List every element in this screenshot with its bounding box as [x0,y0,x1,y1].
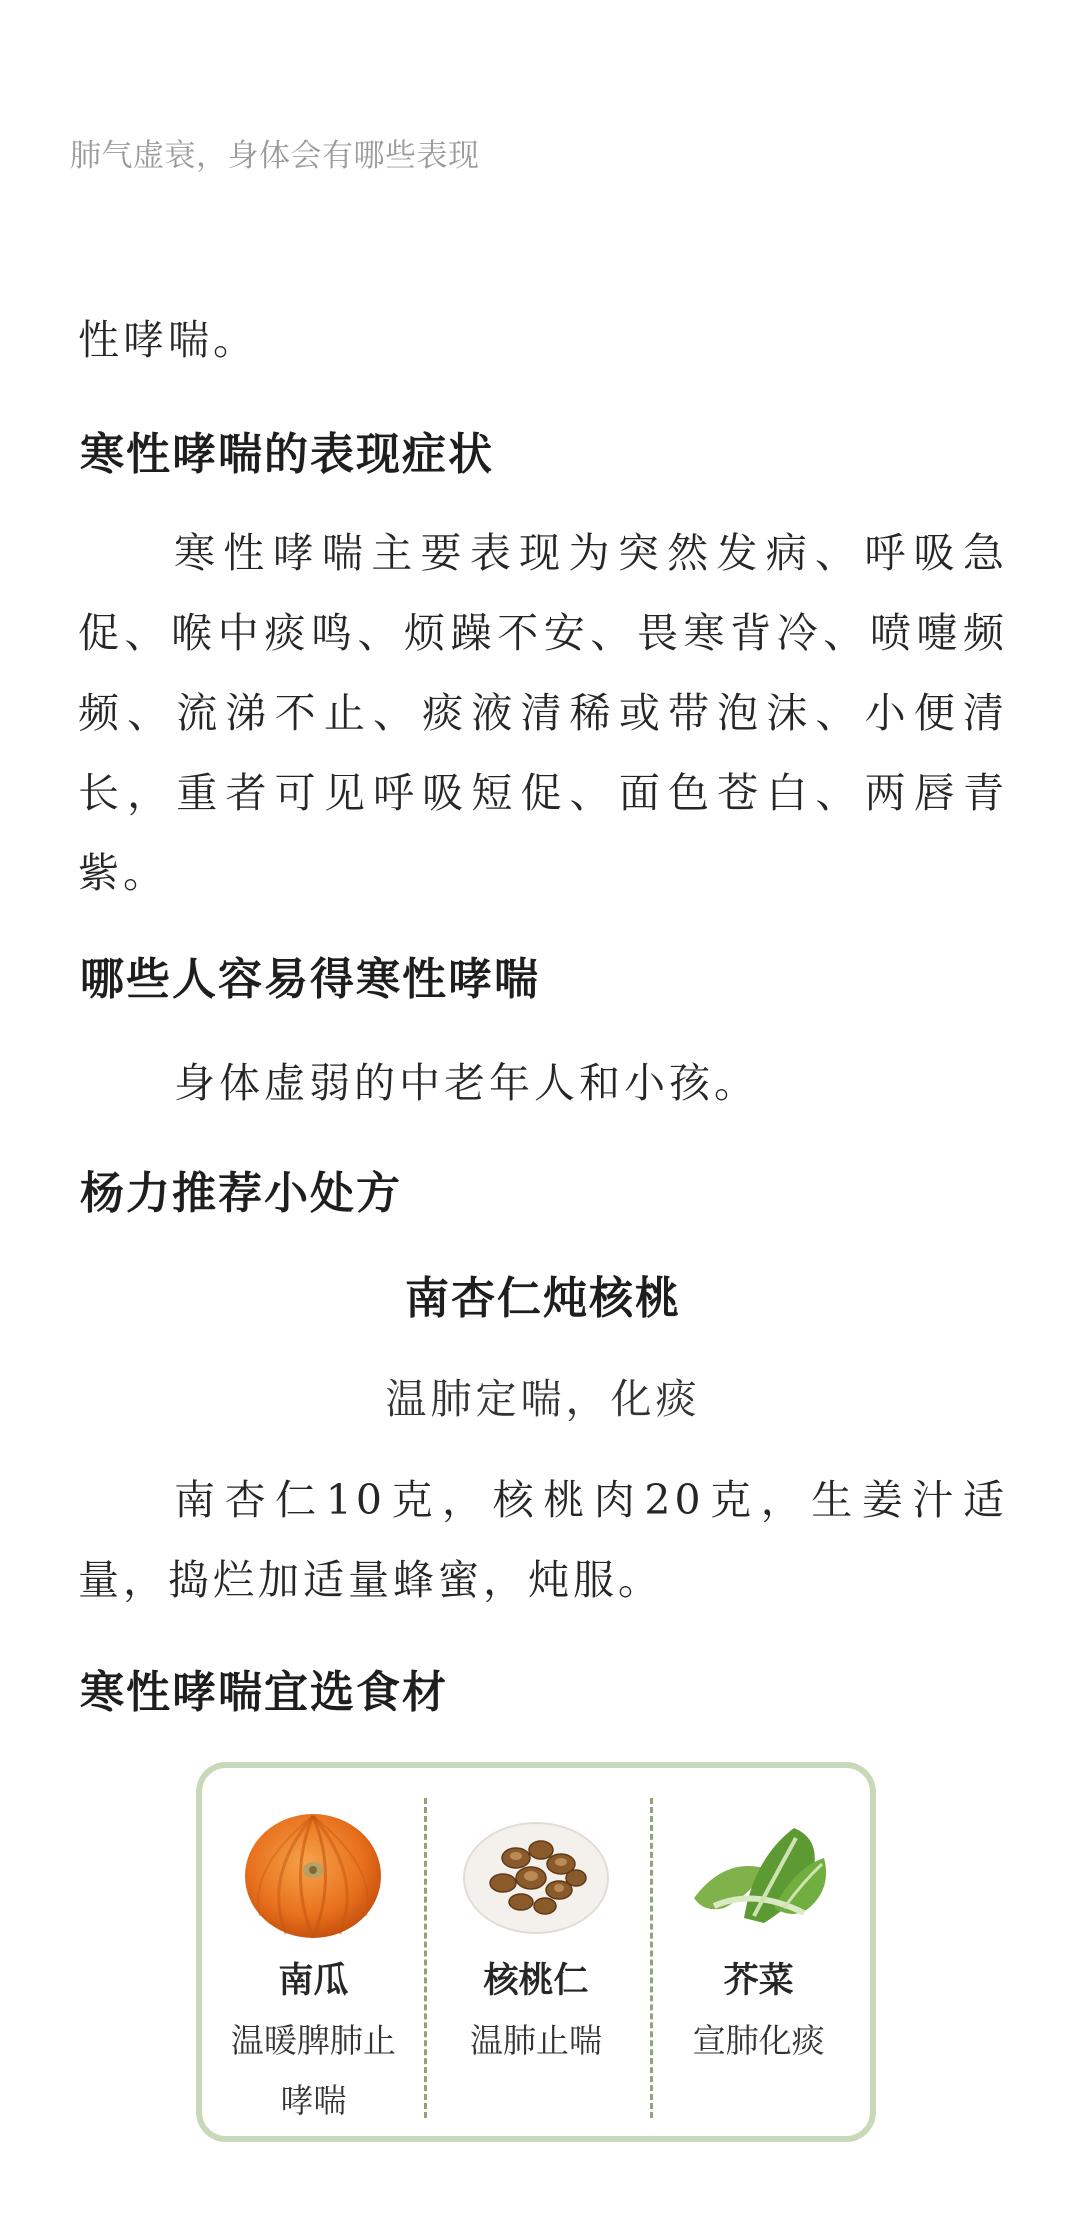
food-item-mustard-greens [647,1768,870,2136]
recipe-effect: 温肺定喘，化痰 [385,1375,701,1423]
food-effect-pumpkin: 温暖脾肺止哮喘 [230,2021,396,2120]
section-heading-susceptible: 哪些人容易得寒性哮喘 [80,954,540,1005]
recipe-paragraph: 南杏仁10克，核桃肉20克，生姜汁适量，捣烂加适量蜂蜜，炖服。 [78,1476,1008,1604]
symptoms-paragraph: 寒性哮喘主要表现为突然发病、呼吸急促、喉中痰鸣、烦躁不安、畏寒背冷、喷嚏频频、流涕不止、痰液清稀或带泡沫、小便清长，重者可见呼吸短促、面色苍白、两唇青紫。 [78,529,1008,897]
food-effect-walnut: 温肺止喘 [470,2021,602,2060]
food-item-walnut [425,1768,648,2136]
mustard-greens-image [684,1798,834,1943]
food-item-pumpkin [202,1768,425,2136]
recipe-title: 南杏仁炖核桃 [405,1273,681,1324]
food-recommendation-card [196,1762,876,2142]
walnut-image [461,1798,611,1943]
food-effect-mustard-greens: 宣肺化痰 [692,2021,825,2060]
susceptible-paragraph: 身体虚弱的中老年人和小孩。 [174,1059,759,1107]
food-name-walnut: 核桃仁 [483,1961,589,2001]
page-header-title: 肺气虚衰，身体会有哪些表现 [70,138,480,174]
food-name-pumpkin: 南瓜 [278,1961,349,2001]
section-heading-symptoms: 寒性哮喘的表现症状 [80,429,494,480]
pumpkin-image [238,1798,388,1943]
food-name-mustard-greens: 芥菜 [723,1961,794,2001]
intro-tail-text: 性哮喘。 [78,316,258,364]
section-heading-prescription: 杨力推荐小处方 [80,1168,402,1219]
section-heading-foods: 寒性哮喘宜选食材 [80,1667,448,1718]
